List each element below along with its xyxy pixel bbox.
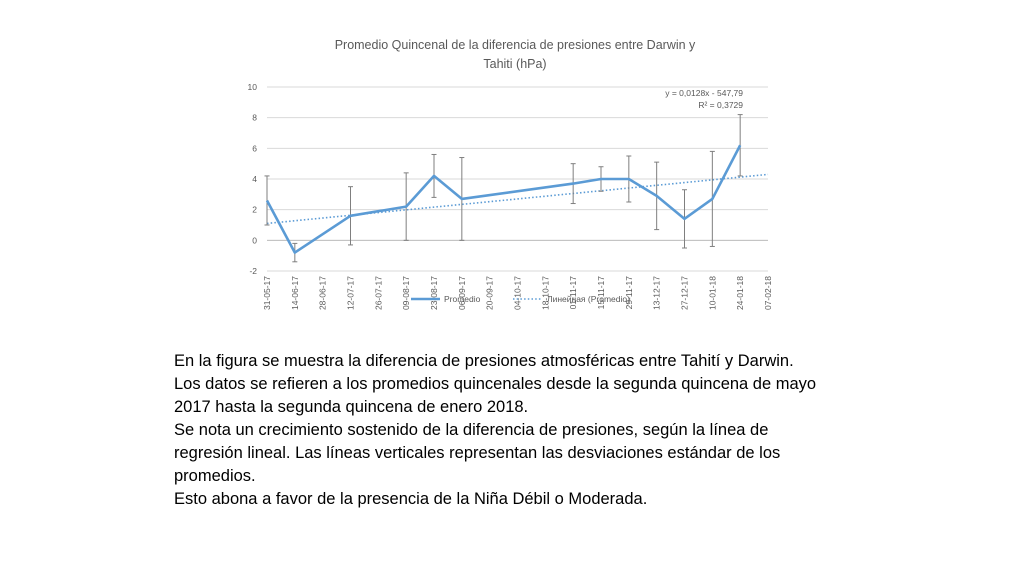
y-tick-label: 8 — [252, 112, 257, 123]
chart — [230, 30, 800, 320]
body-line: En la figura se muestra la diferencia de presiones atmosféricas entre Tahití y Darwin. — [174, 352, 794, 370]
body-line: promedios. — [174, 467, 256, 485]
y-tick-label: -2 — [249, 266, 257, 276]
body-text — [174, 350, 874, 511]
x-tick-label: 09-08-17 — [401, 276, 412, 311]
x-tick-label: 18-10-17 — [540, 276, 551, 311]
body-line: regresión lineal. Las líneas verticales representan las desviaciones estándar de los — [174, 444, 781, 462]
x-tick-label: 14-06-17 — [289, 276, 300, 311]
body-line: Los datos se refieren a los promedios quincenales desde la segunda quincena de mayo — [174, 375, 817, 393]
x-tick-label: 28-06-17 — [317, 276, 328, 311]
x-tick-label: 01-11-17 — [568, 276, 579, 310]
legend-label-promedio: Promedio — [444, 294, 481, 304]
x-tick-label: 29-11-17 — [623, 276, 634, 310]
body-line: Esto abona a favor de la presencia de la Niña Débil o Moderada. — [174, 490, 648, 508]
x-tick-label: 31-05-17 — [262, 276, 272, 311]
legend-label-trendline: Линейная (Promedio) — [547, 294, 630, 304]
y-tick-label: 6 — [252, 143, 257, 154]
x-tick-label: 10-01-18 — [707, 276, 718, 311]
y-tick-label: 10 — [247, 82, 257, 92]
x-tick-label: 06-09-17 — [456, 276, 467, 311]
x-tick-label: 24-01-18 — [735, 276, 746, 311]
x-tick-label: 27-12-17 — [679, 276, 690, 311]
chart-title-line-2: Tahiti (hPa) — [483, 57, 547, 71]
chart-title — [230, 36, 800, 74]
x-tick-label: 15-11-17 — [596, 276, 606, 310]
x-tick-label: 12-07-17 — [345, 276, 356, 311]
x-tick-label: 07-02-18 — [763, 276, 773, 311]
chart-title-line-1: Promedio Quincenal de la diferencia de presiones entre Darwin y — [334, 38, 696, 52]
regression-annotation: R² = 0,3729 — [698, 100, 743, 110]
trendline — [267, 174, 768, 223]
x-tick-label: 04-10-17 — [512, 276, 523, 311]
x-tick-label: 23-08-17 — [429, 276, 439, 311]
y-tick-label: 4 — [252, 174, 257, 184]
x-tick-label: 26-07-17 — [373, 276, 384, 311]
body-line: 2017 hasta la segunda quincena de enero 2018. — [174, 398, 529, 416]
series-line-promedio — [267, 145, 740, 252]
x-tick-label: 20-09-17 — [484, 276, 495, 311]
regression-annotation: y = 0,0128x - 547,79 — [665, 88, 743, 98]
y-tick-label: 2 — [252, 204, 257, 215]
x-tick-label: 13-12-17 — [651, 276, 662, 311]
y-tick-label: 0 — [252, 235, 257, 246]
body-line: Se nota un crecimiento sostenido de la diferencia de presiones, según la línea de — [174, 421, 769, 439]
